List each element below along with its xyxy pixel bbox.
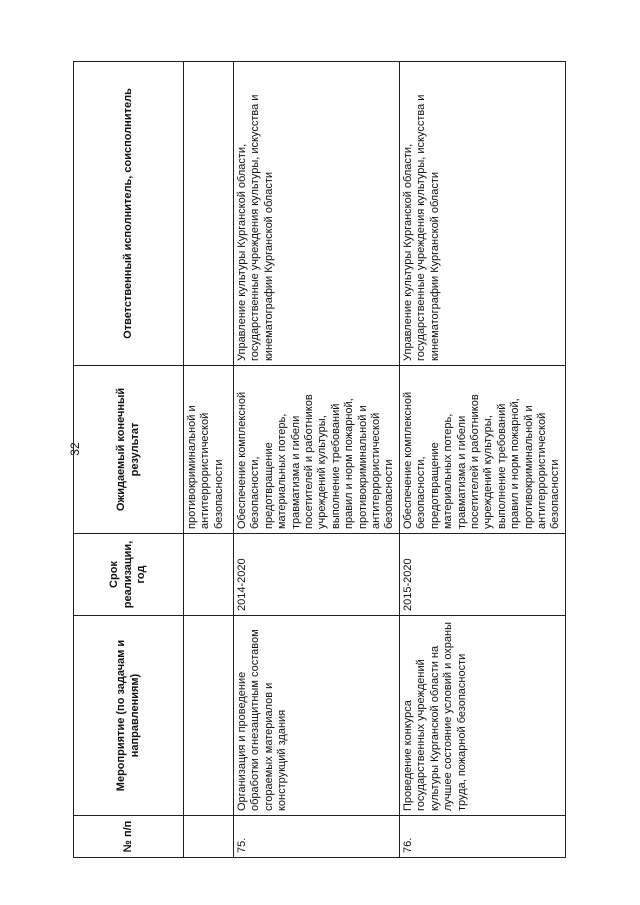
header-event: Мероприятие (по задачам и направлениям) (74, 616, 184, 816)
cell-num: 76. (399, 816, 565, 858)
table-row (399, 62, 565, 858)
table-row (234, 62, 400, 858)
cell-term: 2014-2020 (234, 534, 400, 616)
cell-event: Проведение конкурса государственных учреждений культуры Курганской области на лучшее состояние условий и охраны труда, пожарной безопасности (399, 616, 565, 816)
cell-responsible: Управление культуры Курганской области, государственные учреждения культуры, искусства и кинематографии Курганской области (399, 62, 565, 366)
cell-result: противокриминальной и антитеррористической безопасности (184, 366, 234, 534)
cell-term (184, 534, 234, 616)
header-num: № п/п (74, 816, 184, 858)
measures-table (73, 61, 566, 858)
header-term: Срок реализации, год (74, 534, 184, 616)
cell-event: Организация и проведение обработки огнезащитным составом сгораемых материалов и конструкций здания (234, 616, 400, 816)
cell-event (184, 616, 234, 816)
table-row-continuation (184, 62, 234, 858)
table-header-row (74, 62, 184, 858)
rotated-page-content (73, 62, 562, 858)
cell-num (184, 816, 234, 858)
cell-responsible (184, 62, 234, 366)
header-responsible: Ответственный исполнитель, соисполнитель (74, 62, 184, 366)
cell-term: 2015-2020 (399, 534, 565, 616)
cell-responsible: Управление культуры Курганской области, государственные учреждения культуры, искусства и кинематографии Курганской области (234, 62, 400, 366)
header-result: Ожидаемый конечный результат (74, 366, 184, 534)
cell-result: Обеспечение комплексной безопасности, предотвращение материальных потерь, травматизма и гибели посетителей и работников учреждений культуры, выполнение требований правил и норм пожарной, противокриминальной и антитеррористической безопасности (399, 366, 565, 534)
cell-result: Обеспечение комплексной безопасности, предотвращение материальных потерь, травматизма и гибели посетителей и работников учреждений культуры, выполнение требований правил и норм пожарной, противокриминальной и антитеррористической безопасности (234, 366, 400, 534)
page-number: 32 (68, 442, 82, 456)
cell-num: 75. (234, 816, 400, 858)
